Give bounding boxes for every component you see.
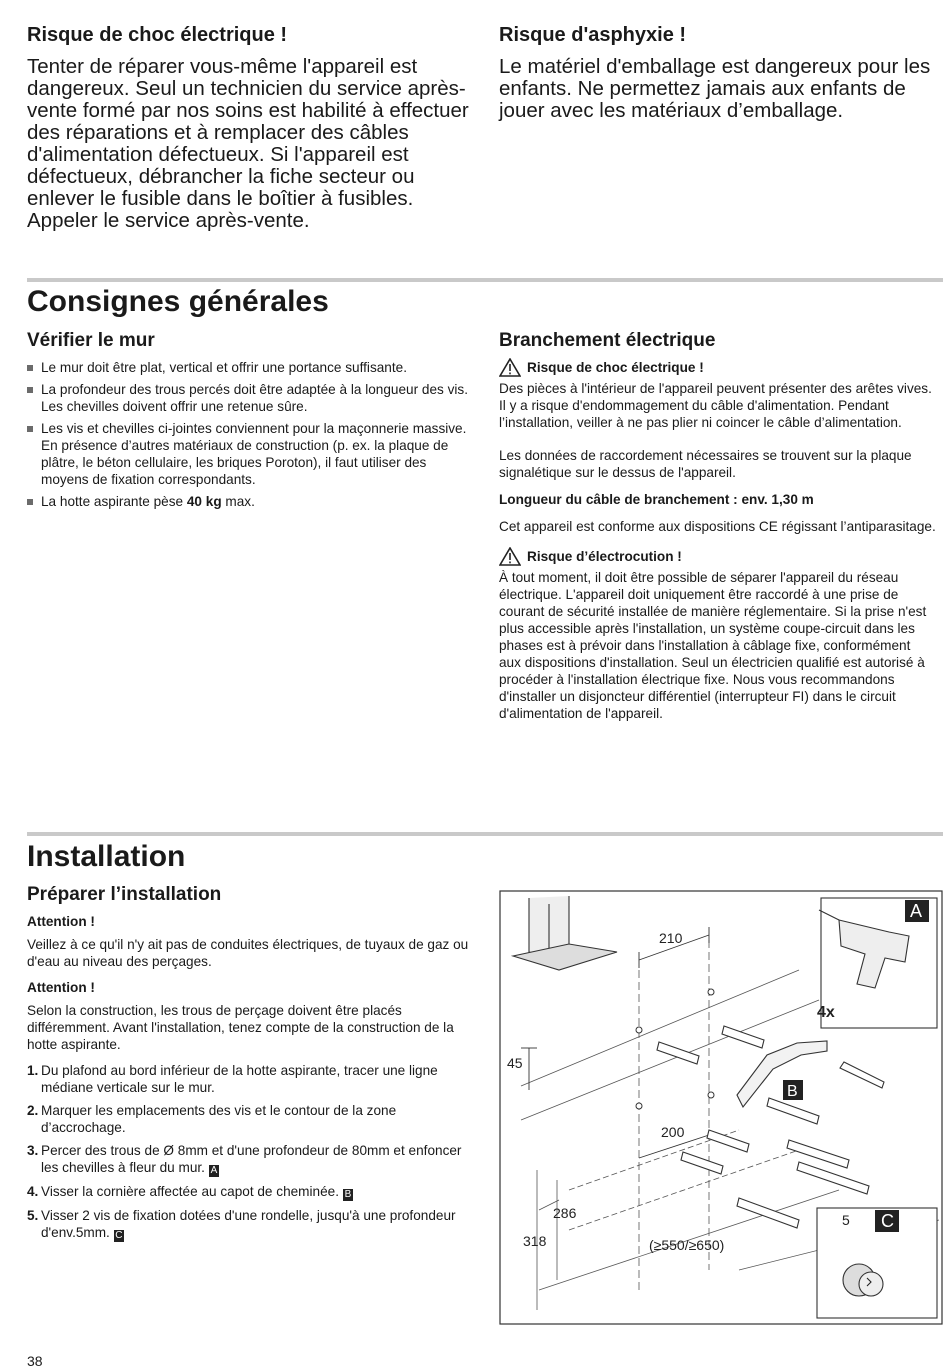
wall-section	[27, 332, 472, 515]
warning-triangle-icon	[499, 547, 521, 566]
asphyxia-warning-text: Le matériel d'emballage est dangereux pour les enfants. Ne permettez jamais aux enfants de jouer avec les matériaux d’emballage.	[499, 55, 931, 122]
dim-range-label: (≥550/≥650)	[649, 1237, 725, 1253]
prep-title: Préparer l’installation	[27, 884, 222, 905]
step-item: 1. Du plafond au bord inférieur de la hotte aspirante, tracer une ligne médiane verticale sur le mur.	[27, 1063, 438, 1095]
list-item: Le mur doit être plat, vertical et offrir une portance suffisante.	[27, 359, 472, 376]
page-number: 38	[27, 1353, 43, 1369]
ce-text: Cet appareil est conforme aux dispositions CE régissant l’antiparasitage.	[499, 519, 936, 534]
electrical-title: Branchement électrique	[499, 330, 716, 351]
installation-text	[27, 886, 472, 1248]
attention-title: Attention !	[27, 980, 95, 995]
installation-diagram	[499, 890, 943, 1326]
attention-text: Selon la construction, les trous de perçage doivent être placés différemment. Avant l'installation, tenez compte de la construction de la hotte aspirante.	[27, 1003, 454, 1052]
top-right-warning	[499, 24, 943, 122]
step-item: 5. Visser 2 vis de fixation dotées d'une rondelle, jusqu'à une profondeur d'env.5mm. C	[27, 1208, 456, 1241]
shock-warning-title: Risque de choc électrique !	[27, 24, 288, 46]
connection-data-text: Les données de raccordement nécessaires se trouvent sur la plaque signalétique sur le dessus de l'appareil.	[499, 448, 912, 480]
label-b: B	[787, 1083, 798, 1100]
bracket	[737, 1041, 827, 1107]
label-a: A	[910, 901, 923, 921]
shock-warning-label: Risque de choc électrique !	[527, 360, 704, 375]
electrical-section	[499, 332, 936, 722]
general-heading: Consignes générales	[27, 285, 329, 318]
shock-warning-line	[499, 358, 936, 377]
steps-list	[27, 1062, 472, 1242]
weight-value: 40 kg	[186, 494, 222, 509]
attention-title: Attention !	[27, 914, 95, 929]
label-c: C	[881, 1211, 894, 1231]
electrocution-warning-line	[499, 547, 936, 566]
attention-text: Veillez à ce qu'il n'y ait pas de conduites électriques, de tuyaux de gaz ou d'eau au niveau des perçages.	[27, 937, 469, 969]
electrocution-warning-label: Risque d’électrocution !	[527, 549, 682, 564]
shock-warning-text: Tenter de réparer vous-même l'appareil est dangereux. Seul un technicien du service après-vente formé par nos soins est habilité à effectuer des réparations et à remplacer des câbles d'alimentation défectueux. Si l'appareil est défectueux, débrancher la fiche secteur ou enlever le fusible dans le boîtier à fusibles. Appeler le service après-vente.	[27, 55, 469, 232]
dim-200-label: 200	[661, 1124, 685, 1140]
section-divider	[27, 832, 943, 836]
step-item: 2. Marquer les emplacements des vis et le contour de la zone d’accrochage.	[27, 1103, 397, 1135]
figure-ref-c: C	[115, 1230, 123, 1241]
asphyxia-warning-title: Risque d'asphyxie !	[499, 24, 687, 46]
dim-210-label: 210	[659, 930, 683, 946]
hood-chimney	[513, 896, 617, 970]
wall-list	[27, 359, 472, 510]
wall-title: Vérifier le mur	[27, 330, 155, 351]
dimension-45	[521, 1048, 537, 1090]
dim-5-label: 5	[842, 1212, 850, 1228]
dim-286-label: 286	[553, 1205, 577, 1221]
top-left-warning	[27, 24, 472, 232]
figure-ref-b: B	[344, 1189, 352, 1200]
list-item: Les vis et chevilles ci-jointes conviennent pour la maçonnerie massive. En présence d’autres matériaux de construction (p. ex. la plaque de plâtre, le béton cellulaire, les briques Poroton), il faut utiliser des moyens de fixation correspondants.	[27, 420, 472, 488]
dim-318-label: 318	[523, 1233, 547, 1249]
section-divider	[27, 278, 943, 282]
installation-heading: Installation	[27, 840, 186, 873]
cable-length: Longueur du câble de branchement : env. 1,30 m	[499, 492, 814, 507]
warning-triangle-icon	[499, 358, 521, 377]
figure-ref-a: A	[210, 1165, 218, 1176]
count-4x: 4x	[817, 1004, 835, 1021]
shock-warning-body: Des pièces à l'intérieur de l'appareil peuvent présenter des arêtes vives. Il y a risque d'endommagement du câble d'alimentation. Pendant l’installation, veiller à ne pas plier ni coincer le câble d’alimentation.	[499, 381, 932, 430]
electrocution-warning-body: À tout moment, il doit être possible de séparer l'appareil du réseau électrique. L'appareil doit uniquement être raccordé à une prise de courant de sécurité installée de manière réglementaire. Si la prise n'est plus accessible après l'installation, un système coupe-circuit dans les phases est à prévoir dans l'installation à câblage fixe, conformément aux dispositions d'installation. Seul un électricien qualifié est autorisé à procéder à l'installation électrique fixe. Nous vous recommandons d'installer un disjoncteur différentiel (interrupteur FI) dans le circuit d'alimentation de l'appareil.	[499, 570, 927, 721]
dim-45-label: 45	[507, 1055, 523, 1071]
list-item: La profondeur des trous percés doit être adaptée à la longueur des vis. Les chevilles doivent offrir une retenue sûre.	[27, 381, 472, 415]
step-item: 4. Visser la cornière affectée au capot de cheminée. B	[27, 1184, 352, 1200]
list-item: La hotte aspirante pèse 40 kg max.	[27, 493, 472, 510]
step-item: 3. Percer des trous de Ø 8mm et d'une profondeur de 80mm et enfoncer les chevilles à fleur du mur. A	[27, 1143, 462, 1176]
